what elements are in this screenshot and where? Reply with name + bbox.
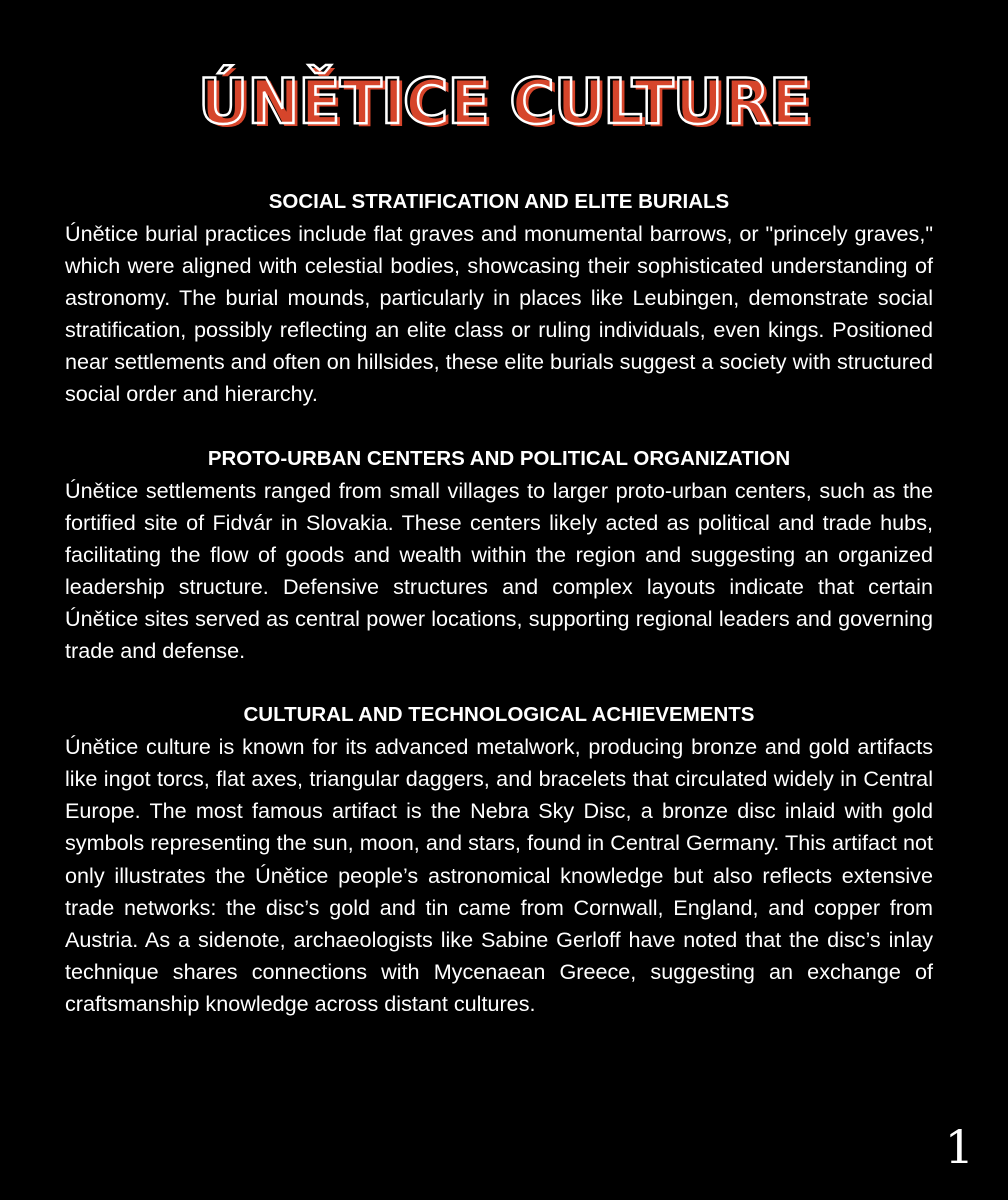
section-paragraph: Únětice burial practices include flat graves and monumental barrows, or "princely graves," which were aligned with celestial bodies, showcasing their sophisticated understanding of astronomy. The burial mounds, particularly in places like Leubingen, demonstrate social stratification, possibly reflecting an elite class or ruling individuals, even kings. Positioned near settlements and often on hillsides, these elite burials suggest a society with structured social order and hierarchy. (65, 221, 933, 407)
article-content (65, 186, 933, 1052)
section-social-stratification (65, 186, 933, 411)
section-heading: SOCIAL STRATIFICATION AND ELITE BURIALS (268, 190, 730, 213)
section-heading: CULTURAL AND TECHNOLOGICAL ACHIEVEMENTS (243, 703, 755, 727)
section-paragraph: Únětice culture is known for its advanced metalwork, producing bronze and gold artifacts like ingot torcs, flat axes, triangular daggers, and bracelets that circulated widely in Central Europe. The most famous artifact is the Nebra Sky Disc, a bronze disc inlaid with gold symbols representing the sun, moon, and stars, found in Central Germany. This artifact not only illustrates the Únětice people’s astronomical knowledge but also reflects extensive trade networks: the disc’s gold and tin came from Cornwall, England, and copper from Austria. As a sidenote, archaeologists like Sabine Gerloff have noted that the disc’s inlay technique shares connections with Mycenaean Greece, suggesting an exchange of craftsmanship knowledge across distant cultures. (65, 734, 933, 1016)
section-heading: PROTO-URBAN CENTERS AND POLITICAL ORGANIZATION (207, 446, 791, 470)
title-area (0, 54, 1008, 154)
section-cultural-achievements (65, 699, 933, 1020)
section-paragraph: Únětice settlements ranged from small villages to larger proto-urban centers, such as the fortified site of Fidvár in Slovakia. These centers likely acted as political and trade hubs, facilitating the flow of goods and wealth within the region and suggesting an organized leadership structure. Defensive structures and complex layouts indicate that certain Únětice sites served as central power locations, supporting regional leaders and governing trade and defense. (65, 477, 933, 664)
page-title: ÚNĚTICE CULTURE (197, 65, 811, 138)
page-number: 1 (944, 1120, 974, 1174)
section-proto-urban-centers (65, 443, 933, 668)
